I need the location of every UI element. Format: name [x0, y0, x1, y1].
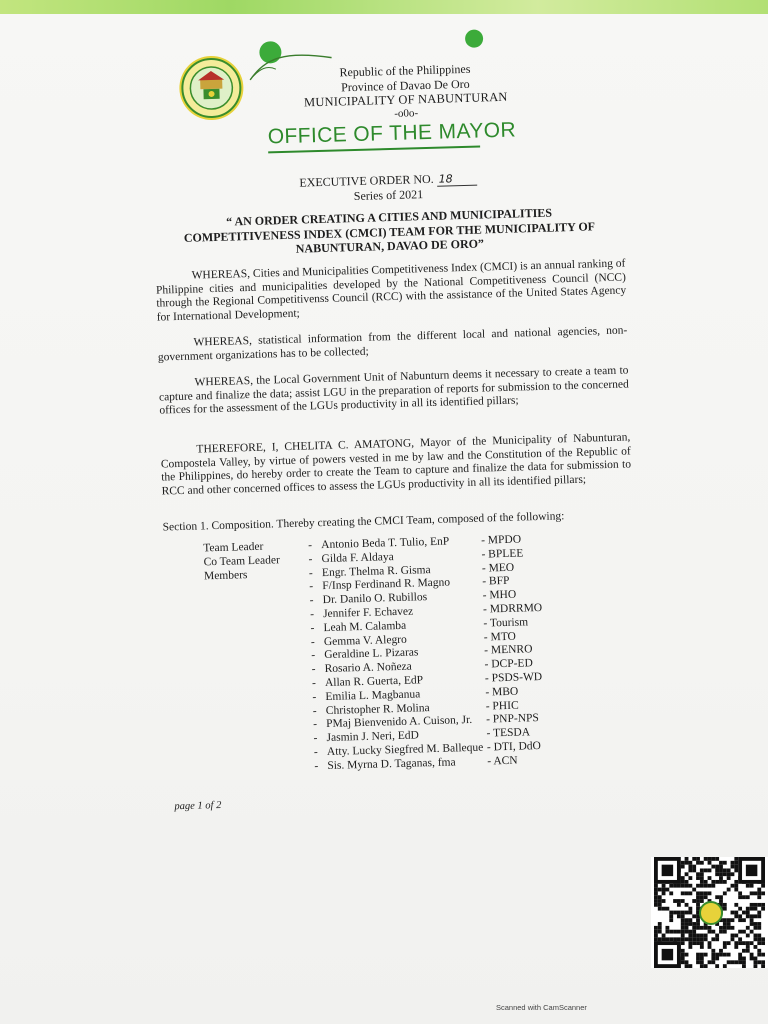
roster-dash: - [309, 594, 314, 607]
roster-office: - BPLEE [481, 547, 524, 561]
header-republic: Republic of the Philippines [339, 61, 471, 80]
roster-office: - PSDS-WD [484, 670, 543, 685]
office-of-the-mayor-title: OFFICE OF THE MAYOR [267, 118, 517, 149]
roster-dash: - [311, 649, 316, 662]
roster-office: - TESDA [486, 726, 531, 740]
roster-office: - Tourism [483, 616, 529, 630]
roster-name: Antonio Beda T. Tulio, EnP [321, 535, 450, 552]
executive-order-label: EXECUTIVE ORDER NO. [299, 171, 434, 190]
roster-name: Emilia L. Magbanua [325, 688, 421, 703]
roster-dash: - [312, 691, 317, 704]
page-number: page 1 of 2 [174, 799, 222, 813]
roster-dash: - [309, 580, 314, 593]
roster-dash: - [308, 539, 313, 552]
roster-office: - PNP-NPS [485, 712, 540, 726]
roster-dash: - [312, 704, 317, 717]
roster-name: Sis. Myrna D. Taganas, fma [327, 756, 456, 772]
order-title: “ AN ORDER CREATING A CITIES AND MUNICIPALITIES COMPETITIVENESS INDEX (CMCI) TEAM FOR THE MUNICIPALITY OF NABUNTURAN, DAVAO DE ORO” [183, 205, 596, 256]
roster-name: F/Insp Ferdinand R. Magno [322, 576, 451, 593]
roster-office: - MTO [483, 630, 517, 644]
qr-code-icon [651, 857, 768, 968]
roster-name: Rosario A. Noñeza [324, 660, 412, 676]
roster-dash: - [313, 746, 318, 759]
whereas-paragraph-3: WHEREAS, the Local Government Unit of Nabunturn deems it necessary to create a team to capture and finalize the data; assist LGU in the preparation of reports for submission to the concerned offices for the assessment of the LGUs productivity in all its identified pillars; [158, 364, 629, 417]
roster-name: Dr. Danilo O. Rubillos [322, 591, 428, 607]
whereas-paragraph-2: WHEREAS, statistical information from the different local and national agencies, non-government organizations has to be collected; [157, 324, 628, 364]
green-top-band [0, 0, 768, 14]
roster-name: Geraldine L. Pizaras [324, 646, 419, 662]
roster-dash: - [309, 608, 315, 621]
roster-dash: - [313, 732, 318, 745]
roster-name: Jasmin J. Neri, EdD [326, 729, 420, 745]
roster-office: - MPDO [480, 533, 522, 547]
roster-office: - DCP-ED [484, 657, 533, 671]
roster-office: - PHIC [485, 699, 519, 713]
roster-office: - MENRO [484, 643, 533, 657]
roster-dash: - [311, 677, 317, 690]
roster-name: PMaj Bienvenido A. Cuison, Jr. [326, 714, 473, 731]
executive-order-document [149, 24, 641, 837]
roster-office: - ACN [487, 754, 518, 768]
roster-dash: - [314, 760, 319, 773]
roster-office: - MHO [482, 588, 517, 602]
roster-dash: - [311, 663, 316, 676]
roster-office: - DTI, DdO [486, 740, 542, 754]
executive-order-number: 18 [436, 172, 476, 187]
roster-dash: - [313, 718, 318, 731]
roster-role: Members [203, 568, 248, 582]
roster-name: Allan R. Guerta, EdP [324, 674, 424, 690]
roster-name: Jennifer F. Echavez [322, 605, 414, 621]
roster-office: - MBO [485, 685, 519, 699]
roster-name: Gemma V. Alegro [323, 633, 407, 648]
roster-dash: - [310, 635, 315, 649]
header-separator: -o0o- [394, 107, 419, 120]
roster-name: Engr. Thelma R. Gisma [321, 563, 431, 579]
roster-role: Team Leader [203, 540, 264, 555]
camscanner-footer: Scanned with CamScanner [496, 1003, 587, 1012]
roster-name: Atty. Lucky Siegfred M. Balleque [326, 741, 484, 758]
series-year: Series of 2021 [353, 187, 424, 204]
roster-office: - BFP [482, 575, 510, 589]
roster-name: Leah M. Calamba [323, 619, 407, 634]
roster-name: Christopher R. Molina [325, 701, 430, 717]
roster-dash: - [310, 622, 315, 635]
therefore-paragraph: THEREFORE, I, CHELITA C. AMATONG, Mayor of the Municipality of Nabunturan, Compostela Valley, by virtue of powers vested in me by law and the Constitution of the Republic of the Philippines, do hereby order to create the Team to capture and finalize the data for submission to RCC and other concerned offices to assess the LGUs productivity in all its identified pillars; [160, 431, 632, 498]
section-1-heading: Section 1. Composition. Thereby creating the CMCI Team, composed of the following: [162, 510, 565, 534]
roster-name: Gilda F. Aldaya [321, 550, 394, 565]
whereas-paragraph-1: WHEREAS, Cities and Municipalities Competitiveness Index (CMCI) is an annual ranking of Philippine cities and municipalities developed by the National Competitiveness Council (NCC) through the Regional Competitivenss Council (RCC) with the assistance of the United States Agency for International Development; [155, 257, 627, 324]
roster-office: - MDRRMO [482, 601, 543, 616]
header-municipality: MUNICIPALITY OF NABUNTURAN [303, 89, 508, 110]
roster-dash: - [308, 553, 313, 566]
roster-dash: - [308, 566, 313, 580]
header-province: Province of Davao De Oro [340, 76, 470, 95]
roster-role: Co Team Leader [203, 554, 281, 569]
team-roster [203, 531, 609, 777]
green-dot-icon [465, 29, 483, 47]
roster-office: - MEO [481, 561, 515, 575]
